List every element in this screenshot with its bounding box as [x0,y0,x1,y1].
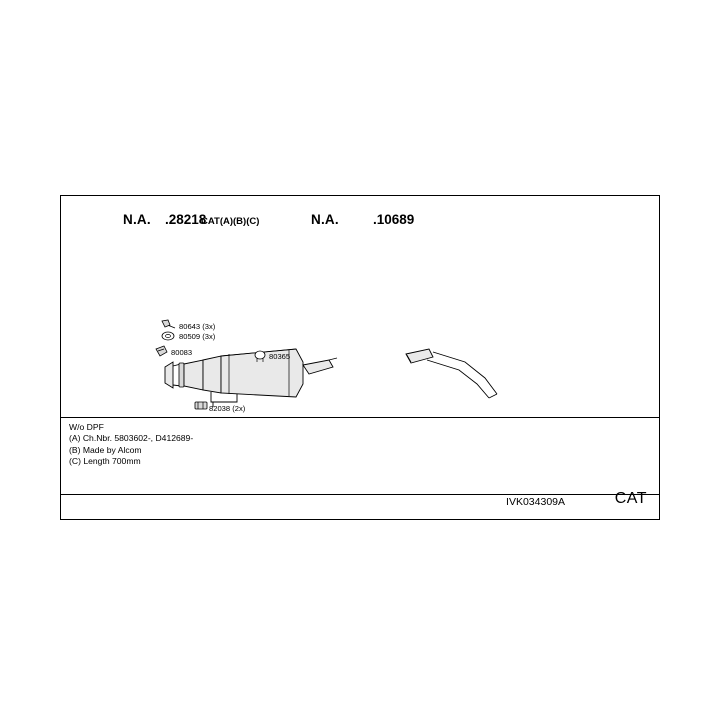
hanger-icon-80083 [156,346,167,356]
category-label: CAT [614,490,647,507]
bolt-icon-80643 [162,320,175,328]
label-80083: 80083 [171,348,193,357]
document-code: IVK034309A [506,496,565,508]
part-number-header [61,210,659,236]
right-part-number: .10689 [373,212,415,227]
diagram-sheet [60,195,660,520]
catalyst-outlet-pipe [303,358,337,374]
footer-divider [61,494,659,495]
label-80365: 80365 [269,352,291,361]
note-line-4: (C) Length 700mm [69,456,141,467]
catalyst-inlet-flange [165,362,184,388]
rubber-mount-icon-82038 [195,402,207,409]
label-82038: 82038 (2x) [209,404,246,413]
left-availability-label: N.A. [123,212,151,227]
note-line-2: (A) Ch.Nbr. 5803602-, D412689- [69,433,194,444]
notes-divider [61,417,659,418]
left-part-suffix: CAT(A)(B)(C) [201,216,260,227]
right-availability-label: N.A. [311,212,339,227]
label-80509: 80509 (3x) [179,332,216,341]
exhaust-system-drawing [61,236,661,416]
tailpipe-part [406,349,497,398]
note-line-3: (B) Made by Alcom [69,444,142,455]
notes-block [69,422,193,468]
exhaust-parts-svg [61,236,661,416]
note-line-1: W/o DPF [69,422,104,432]
left-part-number: .28218 [165,212,207,227]
label-80643: 80643 (3x) [179,322,216,331]
gasket-icon-80509 [162,332,174,340]
